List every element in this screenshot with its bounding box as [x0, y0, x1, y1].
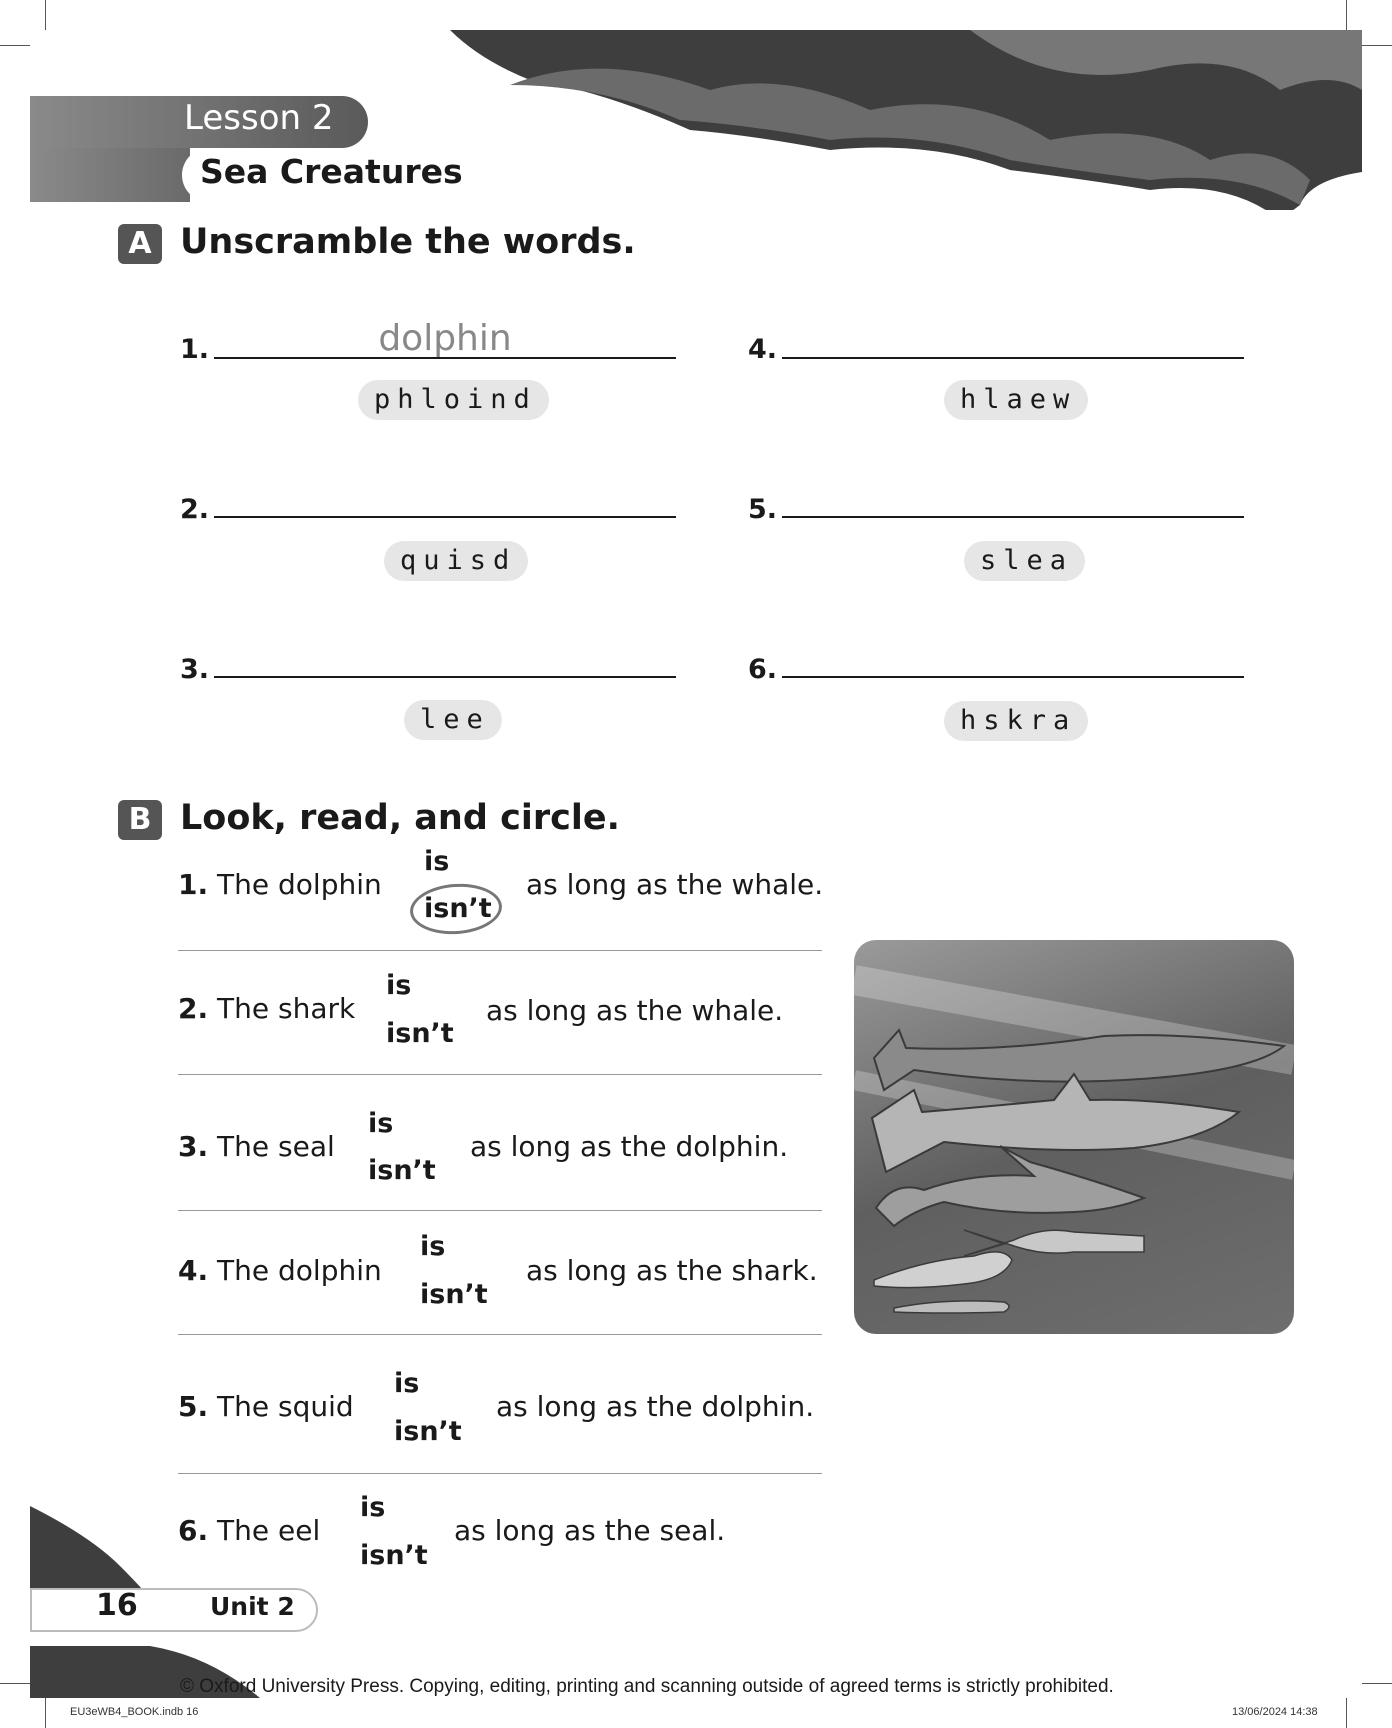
unscramble-num-1: 1.	[180, 334, 210, 365]
scrambled-word-5: slea	[964, 541, 1085, 581]
sentence-6-end: as long as the seal.	[454, 1514, 726, 1547]
scrambled-word-3: lee	[404, 700, 502, 740]
option-isnt-3[interactable]: isn’t	[368, 1155, 436, 1186]
unscramble-num-3: 3.	[180, 654, 210, 685]
sentence-subject: The dolphin	[217, 1254, 382, 1287]
answer-circle	[408, 881, 503, 937]
crop-mark	[45, 0, 46, 30]
sentence-num: 4.	[178, 1254, 209, 1287]
print-date: 13/06/2024 14:38	[1232, 1706, 1318, 1718]
sentence-num: 1.	[178, 868, 209, 901]
unscramble-num-5: 5.	[748, 494, 778, 525]
copyright-notice: © Oxford University Press. Copying, editing, printing and scanning outside of agreed terms is strictly prohibited.	[180, 1676, 1114, 1697]
scrambled-word-4: hlaew	[944, 380, 1088, 420]
crop-mark	[45, 1698, 46, 1728]
sentence-1-end: as long as the whale.	[526, 868, 824, 901]
row-divider	[178, 950, 822, 951]
sentence-2-start	[178, 992, 355, 1025]
lesson-label: Lesson 2	[184, 98, 334, 138]
sentence-num: 3.	[178, 1130, 209, 1163]
sea-creatures-illustration	[854, 940, 1294, 1334]
sentence-num: 5.	[178, 1390, 209, 1423]
sentence-3-end: as long as the dolphin.	[470, 1130, 789, 1163]
sentence-subject: The squid	[217, 1390, 354, 1423]
sentence-6-start	[178, 1514, 320, 1547]
sentence-num: 6.	[178, 1514, 209, 1547]
option-is-1[interactable]: is	[424, 846, 450, 877]
sentence-subject: The shark	[217, 992, 356, 1025]
option-isnt-2[interactable]: isn’t	[386, 1018, 454, 1049]
option-is-3[interactable]: is	[368, 1108, 394, 1139]
header-wave-decoration	[450, 30, 1362, 210]
file-info: EU3eWB4_BOOK.indb 16	[70, 1706, 199, 1718]
unscramble-answer-1: dolphin	[378, 318, 512, 359]
sentence-subject: The seal	[217, 1130, 335, 1163]
crop-mark	[1362, 45, 1392, 46]
lesson-tab-background	[30, 140, 190, 202]
row-divider	[178, 1210, 822, 1211]
crop-mark	[1346, 1698, 1347, 1728]
option-isnt-6[interactable]: isn’t	[360, 1540, 428, 1571]
row-divider	[178, 1334, 822, 1335]
row-divider	[178, 1473, 822, 1474]
sentence-subject: The eel	[217, 1514, 321, 1547]
option-is-2[interactable]: is	[386, 970, 412, 1001]
option-is-4[interactable]: is	[420, 1231, 446, 1262]
page-title: Sea Creatures	[200, 152, 463, 191]
page-number: 16	[96, 1588, 138, 1623]
option-is-5[interactable]: is	[394, 1368, 420, 1399]
crop-mark	[0, 45, 30, 46]
sentence-1-start	[178, 868, 382, 901]
answer-line-4[interactable]	[782, 357, 1244, 359]
scrambled-word-1: phloind	[358, 380, 549, 420]
section-b-instruction: Look, read, and circle.	[180, 798, 620, 838]
unscramble-num-2: 2.	[180, 494, 210, 525]
scrambled-word-2: quisd	[384, 541, 528, 581]
sentence-5-start	[178, 1390, 354, 1423]
sentence-4-end: as long as the shark.	[526, 1254, 818, 1287]
crop-mark	[1362, 1683, 1392, 1684]
unscramble-num-6: 6.	[748, 654, 778, 685]
sentence-5-end: as long as the dolphin.	[496, 1390, 815, 1423]
option-is-6[interactable]: is	[360, 1492, 386, 1523]
answer-line-5[interactable]	[782, 516, 1244, 518]
sentence-subject: The dolphin	[217, 868, 382, 901]
unit-label: Unit 2	[210, 1592, 295, 1621]
row-divider	[178, 1074, 822, 1075]
section-a-badge: A	[118, 224, 162, 264]
crop-mark	[1346, 0, 1347, 30]
section-b-badge: B	[118, 800, 162, 840]
answer-line-1[interactable]	[214, 357, 676, 359]
sentence-2-end: as long as the whale.	[486, 994, 784, 1027]
section-a-instruction: Unscramble the words.	[180, 222, 636, 262]
sentence-4-start	[178, 1254, 382, 1287]
unscramble-num-4: 4.	[748, 334, 778, 365]
crop-mark	[0, 1683, 30, 1684]
sentence-num: 2.	[178, 992, 209, 1025]
answer-line-3[interactable]	[214, 676, 676, 678]
option-isnt-4[interactable]: isn’t	[420, 1279, 488, 1310]
option-isnt-1[interactable]: isn’t	[424, 893, 492, 924]
answer-line-6[interactable]	[782, 676, 1244, 678]
option-isnt-5[interactable]: isn’t	[394, 1416, 462, 1447]
scrambled-word-6: hskra	[944, 701, 1088, 741]
answer-line-2[interactable]	[214, 516, 676, 518]
sentence-3-start	[178, 1130, 335, 1163]
